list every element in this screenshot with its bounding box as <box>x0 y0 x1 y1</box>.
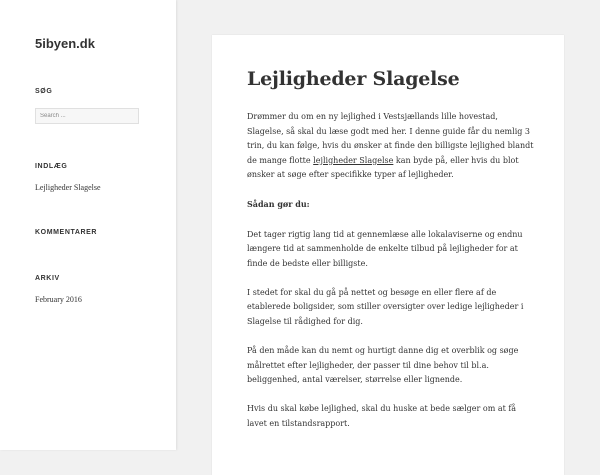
post-paragraph: Det tager rigtig lang tid at gennemlæse alle lokalaviserne og endnu længere tid at sammenholde de enkelte tilbud på lejligheder for at finde de bedste eller billigste. <box>247 229 523 268</box>
post-subheading: Sådan gør du: <box>247 199 310 210</box>
post-paragraph: På den måde kan du nemt og hurtigt danne dig et overblik og søge målrettet efter lejligheder, der passer til dine behov til bl.a. beliggenhed, antal værelser, størrelse eller lignende. <box>247 346 519 385</box>
posts-widget-title: INDLÆG <box>35 163 68 170</box>
search-widget-title: SØG <box>35 88 53 95</box>
recent-post-link[interactable]: Lejligheder Slagelse <box>35 183 101 192</box>
post-paragraph-intro <box>247 110 537 183</box>
intro-text-after: kan byde på, eller hvis du blot ønsker at søge efter specifikke typer af lejligheder. <box>247 155 519 180</box>
post-paragraph: I stedet for skal du gå på nettet og besøge en eller flere af de etablerede boligsider, som stiller oversigter over ledige lejligheder i Slagelse til rådighed for dig. <box>247 287 524 327</box>
comments-widget-title: KOMMENTARER <box>35 229 98 236</box>
site-title[interactable]: 5ibyen.dk <box>35 36 95 51</box>
post-title[interactable]: Lejligheder Slagelse <box>247 68 460 90</box>
lejligheder-slagelse-link[interactable]: lejligheder Slagelse <box>313 155 394 165</box>
archive-link-february-2016[interactable]: February 2016 <box>35 295 82 304</box>
post-heading-paragraph <box>247 197 537 213</box>
post-card <box>212 35 564 475</box>
sidebar <box>0 0 176 450</box>
post-body <box>247 110 537 446</box>
post-paragraph: Hvis du skal købe lejlighed, skal du huske at bede sælger om at få lavet en tilstandsrapport. <box>247 404 517 428</box>
intro-text-before: Drømmer du om en ny lejlighed i Vestsjællands lille hovestad, Slagelse, så skal du læse godt med her. I denne guide får du nemlig 3 trin, du kan følge, hvis du ønsker at finde den billigste lejlighed blandt de mange flotte <box>247 112 534 165</box>
archive-widget-title: ARKIV <box>35 275 60 282</box>
search-input[interactable] <box>35 108 139 124</box>
